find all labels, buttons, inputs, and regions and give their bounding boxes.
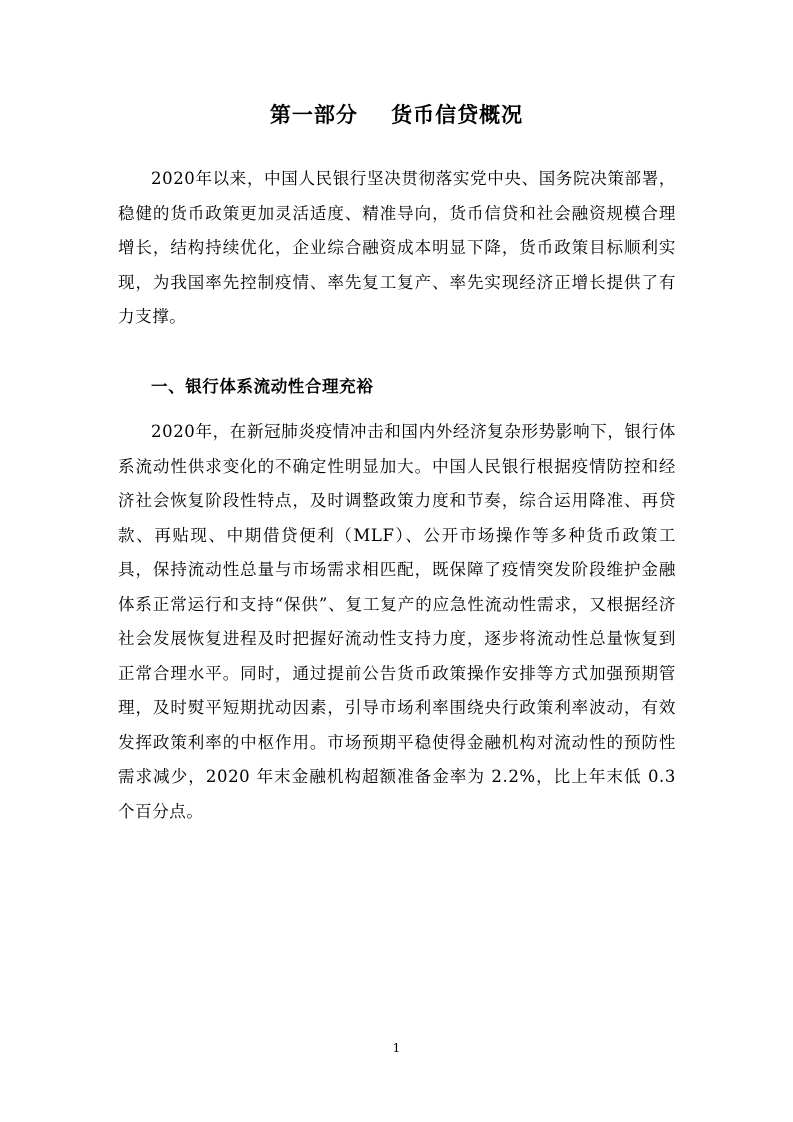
liquidity-paragraph: 2020年，在新冠肺炎疫情冲击和国内外经济复杂形势影响下，银行体系流动性供求变化的不确定性明显加大。中国人民银行根据疫情防控和经济社会恢复阶段性特点，及时调整政策力度和节奏，综合运用降准、再贷款、再贴现、中期借贷便利（MLF）、公开市场操作等多种货币政策工具，保持流动性总量与市场需求相匹配，既保障了疫情突发阶段维护金融体系正常运行和支持“保供”、复工复产的应急性流动性需求，又根据经济社会发展恢复进程及时把握好流动性支持力度，逐步将流动性总量恢复到正常合理水平。同时，通过提前公告货币政策操作安排等方式加强预期管理，及时熨平短期扰动因素，引导市场利率围绕央行政策利率波动，有效发挥政策利率的中枢作用。市场预期平稳使得金融机构对流动性的预防性需求减少，2020 年末金融机构超额准备金率为 2.2%，比上年末低 0.3 个百分点。 — [118, 422, 676, 821]
page-number: 1 — [392, 1041, 401, 1055]
page-title: 第一部分 货币信贷概况 — [269, 103, 524, 127]
section-heading: 一、银行体系流动性合理充裕 — [151, 377, 374, 396]
intro-paragraph: 2020年以来，中国人民银行坚决贯彻落实党中央、国务院决策部署，稳健的货币政策更加灵活适度、精准导向，货币信贷和社会融资规模合理增长，结构持续优化，企业综合融资成本明显下降，货币政策目标顺利实现，为我国率先控制疫情、率先复工复产、率先实现经济正增长提供了有力支撑。 — [118, 169, 676, 326]
